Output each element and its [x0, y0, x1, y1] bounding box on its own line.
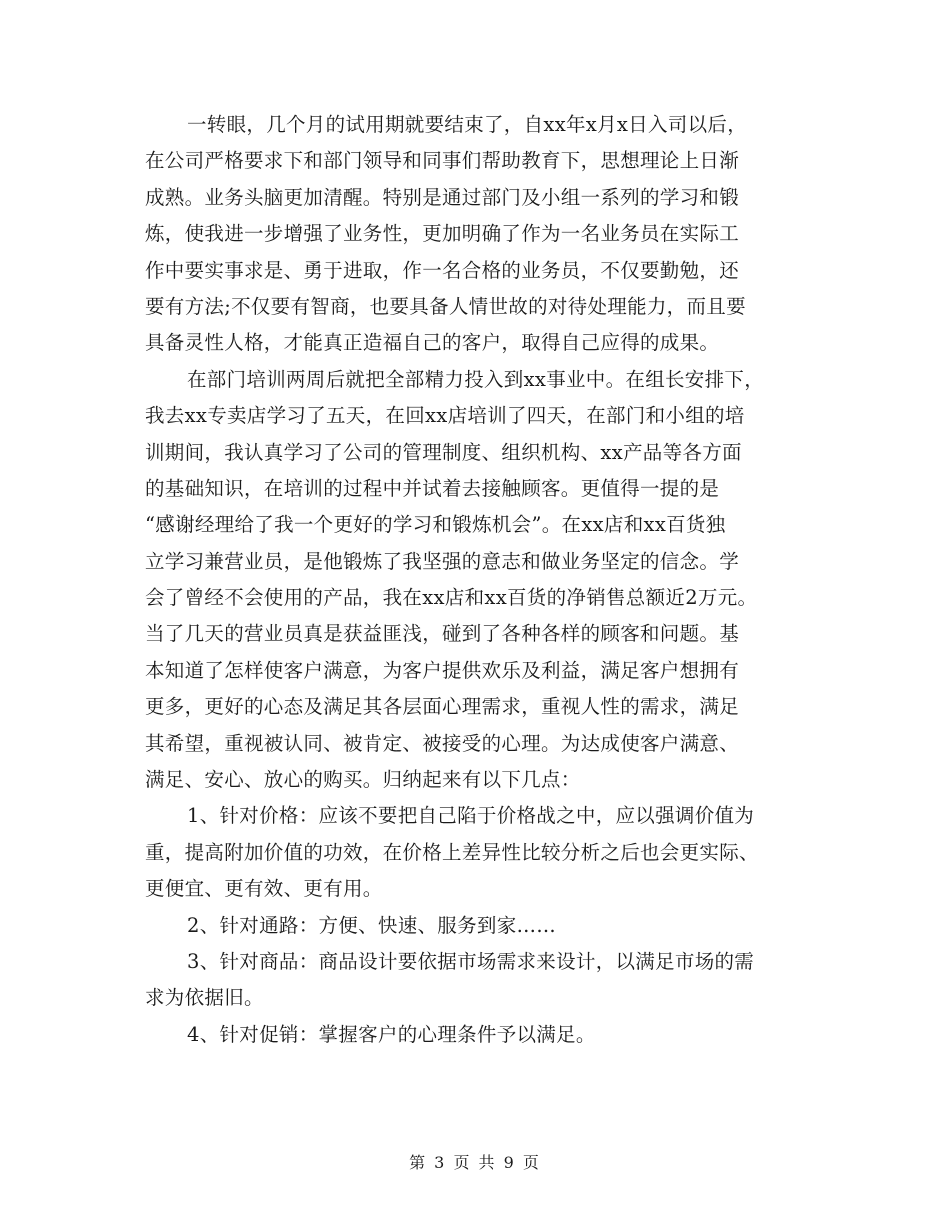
text-line: 在公司严格要求下和部门领导和同事们帮助教育下，思想理论上日渐 [145, 149, 740, 173]
text-line: 求为依据旧。 [145, 986, 264, 1010]
text-line: 要有方法;不仅要有智商，也要具备人情世故的对待处理能力，而且要 [145, 294, 746, 318]
text-line: 更便宜、更有效、更有用。 [145, 877, 383, 901]
text-line: 我去xx专卖店学习了五天，在回xx店培训了四天，在部门和小组的培 [145, 404, 745, 428]
text-line: 在部门培训两周后就把全部精力投入到xx事业中。在组长安排下， [187, 367, 764, 391]
text-line: 当了几天的营业员真是获益匪浅，碰到了各种各样的顾客和问题。基 [145, 622, 740, 646]
text-line: 4、针对促销：掌握客户的心理条件予以满足。 [187, 1022, 596, 1046]
text-line: 成熟。业务头脑更加清醒。特别是通过部门及小组一系列的学习和锻 [145, 185, 740, 209]
text-line: 本知道了怎样使客户满意，为客户提供欢乐及利益，满足客户想拥有 [145, 658, 740, 682]
text-line: 立学习兼营业员，是他锻炼了我坚强的意志和做业务坚定的信念。学 [145, 549, 740, 573]
text-line: 作中要实事求是、勇于进取，作一名合格的业务员，不仅要勤勉，还 [145, 258, 740, 282]
text-line: 炼，使我进一步增强了业务性，更加明确了作为一名业务员在实际工 [145, 222, 740, 246]
page-footer: 第 3 页 共 9 页 [409, 1153, 541, 1172]
text-line: 的基础知识，在培训的过程中并试着去接触顾客。更值得一提的是 [145, 476, 720, 500]
text-line: 2、针对通路：方便、快速、服务到家…… [187, 913, 557, 937]
text-line: “感谢经理给了我一个更好的学习和锻炼机会”。在xx店和xx百货独 [145, 513, 726, 537]
text-line: 重，提高附加价值的功效，在价格上差异性比较分析之后也会更实际、 [145, 840, 759, 864]
text-line: 更多，更好的心态及满足其各层面心理需求，重视人性的需求，满足 [145, 695, 740, 719]
document-body [145, 107, 825, 1053]
text-line: 具备灵性人格，才能真正造福自己的客户，取得自己应得的成果。 [145, 331, 720, 355]
text-line: 满足、安心、放心的购买。归纳起来有以下几点： [145, 768, 581, 792]
text-line: 训期间，我认真学习了公司的管理制度、组织机构、xx产品等各方面 [145, 440, 742, 464]
text-line: 其希望，重视被认同、被肯定、被接受的心理。为达成使客户满意、 [145, 731, 740, 755]
text-line: 会了曾经不会使用的产品，我在xx店和xx百货的净销售总额近2万元。 [145, 586, 758, 610]
text-line: 一转眼，几个月的试用期就要结束了，自xx年x月x日入司以后， [187, 113, 747, 136]
text-line: 1、针对价格：应该不要把自己陷于价格战之中，应以强调价值为 [187, 804, 755, 828]
text-line: 3、针对商品：商品设计要依据市场需求来设计，以满足市场的需 [187, 949, 755, 973]
